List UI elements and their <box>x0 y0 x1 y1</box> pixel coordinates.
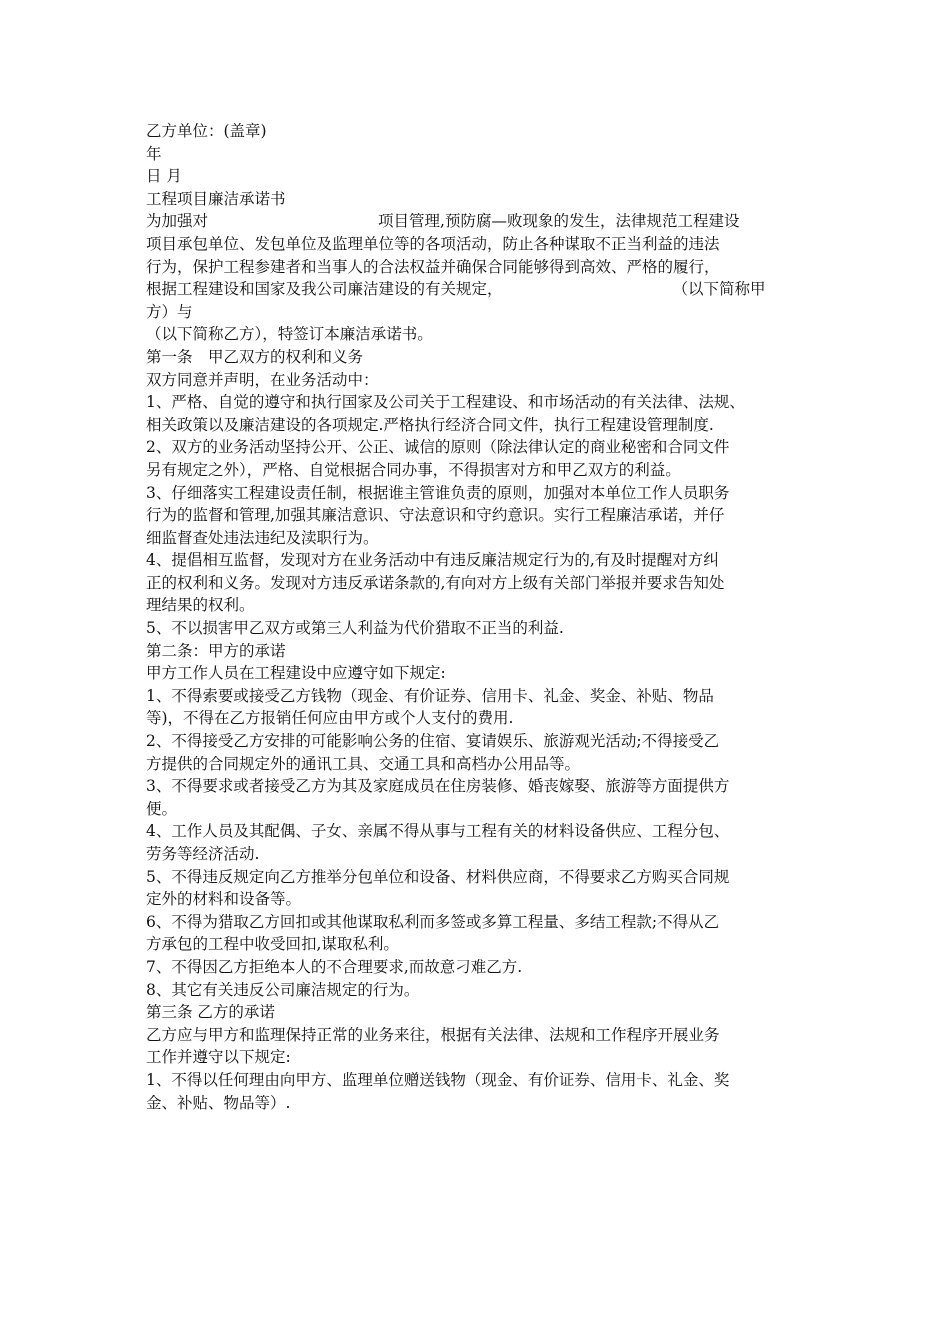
article-2-line: 定外的材料和设备等。 <box>146 890 302 909</box>
article-3-heading: 第三条 乙方的承诺 <box>146 1003 275 1022</box>
article-2-line: 方提供的合同规定外的通讯工具、交通工具和高档办公用品等。 <box>146 754 581 773</box>
intro-line-1-before: 为加强对 <box>146 212 209 231</box>
article-1-line: 3、仔细落实工程建设责任制，根据谁主管谁负责的原则，加强对本单位工作人员职务 <box>146 483 730 502</box>
party-b-unit-line: 乙方单位：(盖章) <box>146 122 267 140</box>
article-2-line: 3、不得要求或者接受乙方为其及家庭成员在住房装修、婚丧嫁娶、旅游等方面提供方 <box>146 777 730 796</box>
article-1-lead: 双方同意并声明，在业务活动中： <box>146 370 379 389</box>
document-title: 工程项目廉洁承诺书 <box>146 189 286 208</box>
article-1-line: 细监督查处违法违纪及渎职行为。 <box>146 528 379 547</box>
intro-line-6: （以下简称乙方），特签订本廉洁承诺书。 <box>146 325 433 344</box>
document-body <box>146 120 826 1114</box>
article-2-line: 5、不得违反规定向乙方推举分包单位和设备、材料供应商，不得要求乙方购买合同规 <box>146 867 730 886</box>
article-1-line: 正的权利和义务。发现对方违反承诺条款的,有向对方上级有关部门举报并要求告知处 <box>146 573 725 592</box>
article-1-line: 1、严格、自觉的遵守和执行国家及公司关于工程建设、和市场活动的有关法律、法规、 <box>146 393 745 412</box>
article-3-line: 金、补贴、物品等）. <box>146 1093 291 1112</box>
intro-line-5: 方）与 <box>146 302 193 321</box>
article-2-line: 4、工作人员及其配偶、子女、亲属不得从事与工程有关的材料设备供应、工程分包、 <box>146 822 730 841</box>
intro-line-4 <box>146 278 826 301</box>
year-line: 年 <box>146 144 162 163</box>
article-3-lead-1: 乙方应与甲方和监理保持正常的业务来往，根据有关法律、法规和工作程序开展业务 <box>146 1025 720 1044</box>
article-2-line: 方承包的工程中收受回扣,谋取私利。 <box>146 935 399 954</box>
article-1-line: 相关政策以及廉洁建设的各项规定.严格执行经济合同文件，执行工程建设管理制度. <box>146 415 714 434</box>
article-1-line: 2、双方的业务活动坚持公开、公正、诚信的原则（除法律认定的商业秘密和合同文件 <box>146 438 730 457</box>
article-2-line: 8、其它有关违反公司廉洁规定的行为。 <box>146 980 420 999</box>
article-1-line: 4、提倡相互监督，发现对方在业务活动中有违反廉洁规定行为的,有及时提醒对方纠 <box>146 551 719 570</box>
article-2-line: 等)，不得在乙方报销任何应由甲方或个人支付的费用. <box>146 709 514 728</box>
intro-line-4-before: 根据工程建设和国家及我公司廉洁建设的有关规定， <box>146 280 503 299</box>
intro-line-1-after: 项目管理,预防腐—败现象的发生，法律规范工程建设 <box>378 212 740 231</box>
article-2-line: 1、不得索要或接受乙方钱物（现金、有价证券、信用卡、礼金、奖金、补贴、物品 <box>146 686 714 705</box>
article-3-lead-2: 工作并遵守以下规定: <box>146 1048 291 1067</box>
intro-line-3: 行为，保护工程参建者和当事人的合法权益并确保合同能够得到高效、严格的履行， <box>146 257 720 276</box>
article-1-line: 另有规定之外），严格、自觉根据合同办事，不得损害对方和甲乙双方的利益。 <box>146 460 681 479</box>
article-2-heading: 第二条：甲方的承诺 <box>146 641 286 660</box>
article-1-heading: 第一条 甲乙双方的权利和义务 <box>146 347 364 366</box>
article-2-line: 便。 <box>146 799 178 818</box>
article-1-line: 5、不以损害甲乙双方或第三人利益为代价猎取不正当的利益. <box>146 619 564 638</box>
intro-line-4-after: （以下简称甲 <box>672 280 766 299</box>
article-2-line: 2、不得接受乙方安排的可能影响公务的住宿、宴请娱乐、旅游观光活动;不得接受乙 <box>146 732 720 751</box>
article-3-line: 1、不得以任何理由向甲方、监理单位赠送钱物（现金、有价证券、信用卡、礼金、奖 <box>146 1070 730 1089</box>
article-1-line: 行为的监督和管理,加强其廉洁意识、守法意识和守约意识。实行工程廉洁承诺，并仔 <box>146 506 725 525</box>
article-2-line: 劳务等经济活动. <box>146 845 260 863</box>
intro-line-2: 项目承包单位、发包单位及监理单位等的各项活动，防止各种谋取不正当利益的违法 <box>146 234 720 253</box>
intro-line-1 <box>146 210 826 233</box>
article-2-line: 7、不得因乙方拒绝本人的不合理要求,而故意刁难乙方. <box>146 957 523 976</box>
article-1-line: 理结果的权利。 <box>146 596 255 615</box>
month-day-line: 日 月 <box>146 167 182 186</box>
article-2-line: 6、不得为猎取乙方回扣或其他谋取私利而多签或多算工程量、多结工程款;不得从乙 <box>146 912 720 931</box>
article-2-lead: 甲方工作人员在工程建设中应遵守如下规定: <box>146 664 446 683</box>
